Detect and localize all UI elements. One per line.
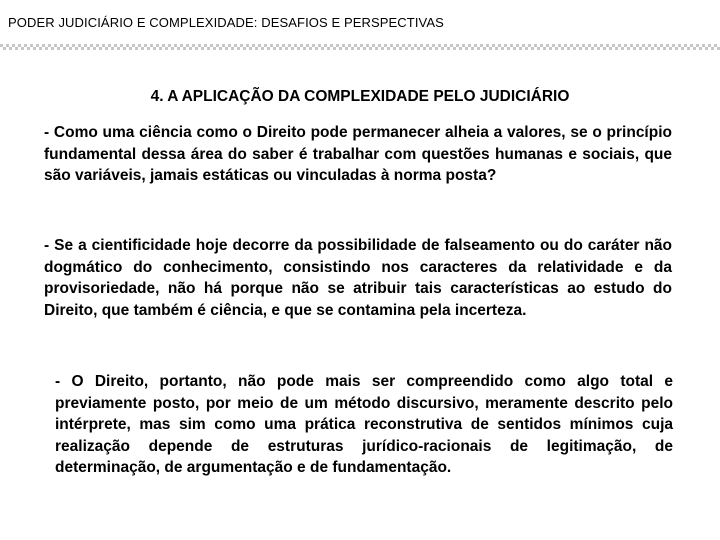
paragraph-1: - Como uma ciência como o Direito pode permanecer alheia a valores, se o princípio fundamental dessa área do saber é trabalhar com questões humanas e sociais, que são variáveis, jamais estáticas ou vinculadas à norma posta? xyxy=(44,124,672,184)
document-header: PODER JUDICIÁRIO E COMPLEXIDADE: DESAFIOS E PERSPECTIVAS xyxy=(8,15,444,30)
paragraph-2: - Se a cientificidade hoje decorre da possibilidade de falseamento ou do caráter não dogmático do conhecimento, consistindo nos caracteres da relatividade e da provisoriedade, não há porque não se atribuir tais características ao estudo do Direito, que também é ciência, e que se contamina pela incerteza. xyxy=(44,237,672,319)
section-title: 4. A APLICAÇÃO DA COMPLEXIDADE PELO JUDICIÁRIO xyxy=(150,88,570,105)
header-divider xyxy=(0,44,720,50)
paragraph-3: - O Direito, portanto, não pode mais ser compreendido como algo total e previamente posto, por meio de um método discursivo, meramente descrito pelo intérprete, mas sim como uma prática reconstrutiva de sentidos mínimos cuja realização depende de estruturas jurídico-racionais de legitimação, de determinação, de argumentação e de fundamentação. xyxy=(55,373,673,476)
